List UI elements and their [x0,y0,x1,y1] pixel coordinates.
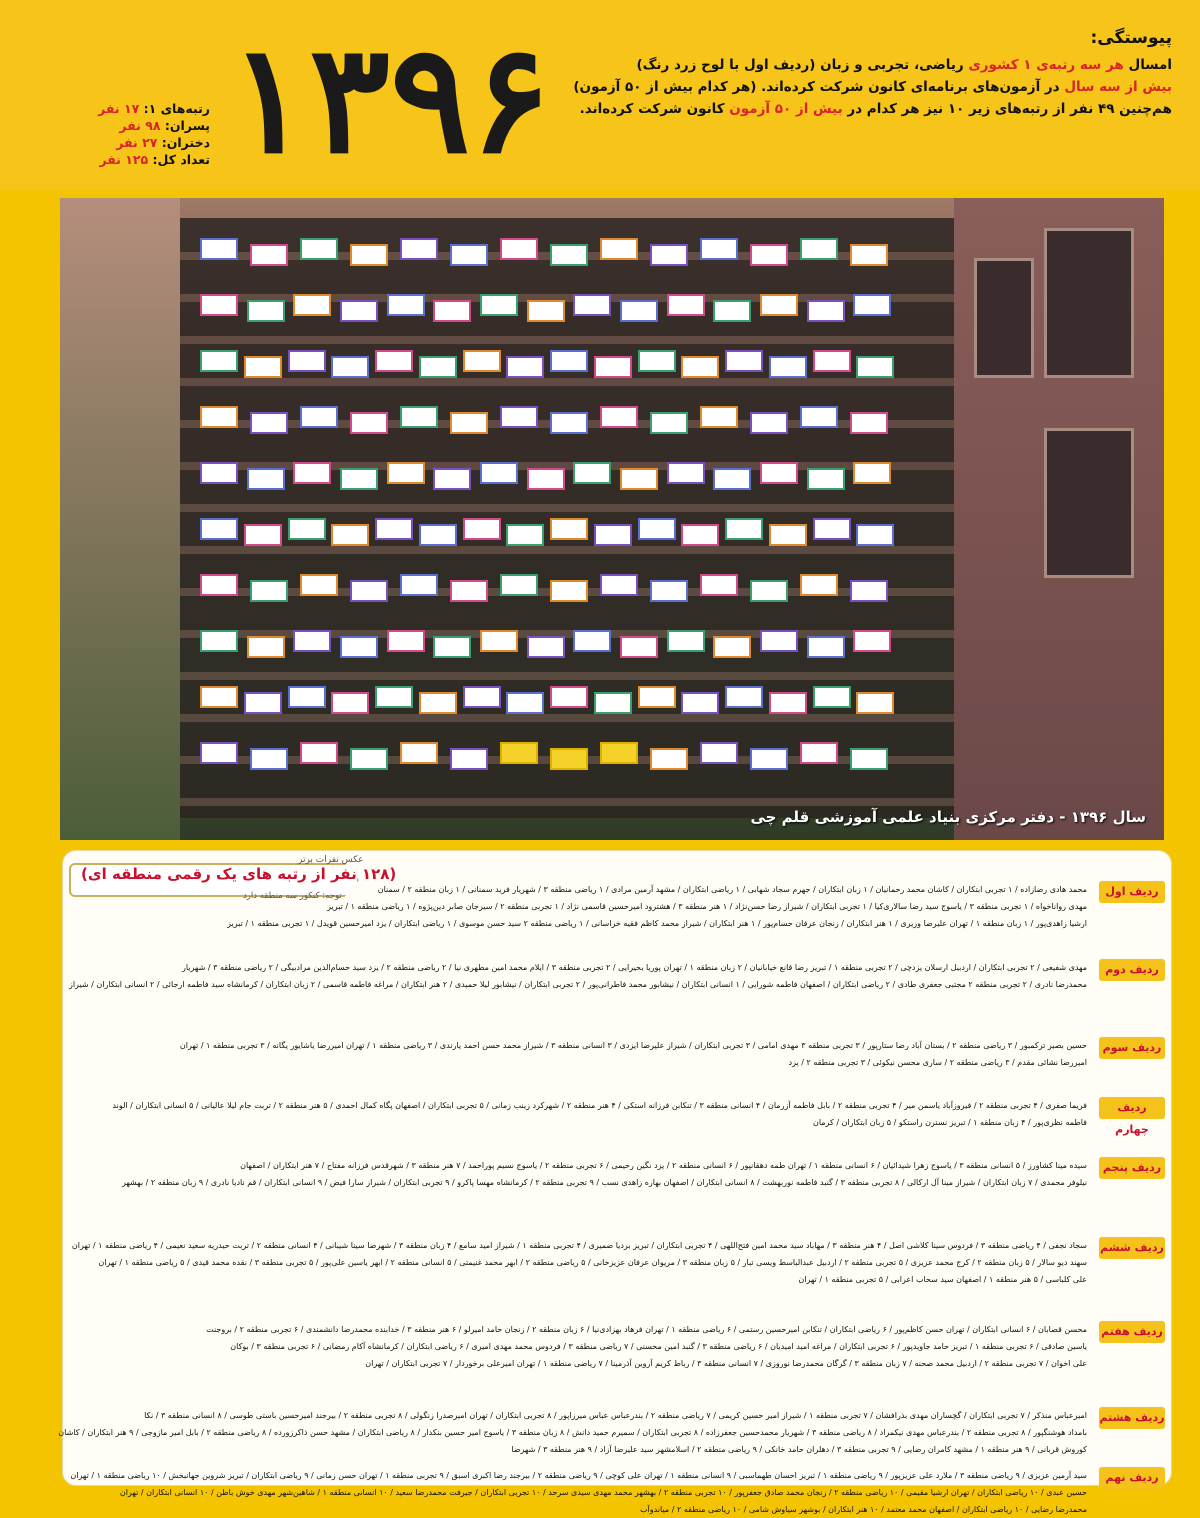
rank-board [550,686,588,708]
rank-entry-line: محمدرضا رضایی / ۱۰ ریاضی ابتکاران / اصفهان محمد معتمد / ۱۰ هنر ابتکاران / بوشهر سیاوش شامی / ۱۰ ریاضی منطقه ۲ / میاندوآب [640,1505,1087,1514]
rank-board [725,518,763,540]
rank-board [350,748,388,770]
rank-board [600,406,638,428]
rank-board [506,356,544,378]
badge-top-label: عکس نفرات برتر [298,855,364,865]
rank-board [594,692,632,714]
stat-label: پسران: [164,118,210,133]
rank-board [725,686,763,708]
rank-board [340,468,378,490]
rank-board [681,524,719,546]
badge-main-label: (۱۲۸ نفر از رتبه های یک رقمی منطقه ای) [81,865,397,883]
rank-entry-line: نیلوفر محمدی / ۷ زبان ابتکاران / شیراز مینا آل ارکالی / ۸ تجربی منطقه ۳ / گنبد فاطمه نوربهشت / ۸ انسانی ابتکاران / اصفهان بهاره زاهدی نسب / ۹ تجربی منطقه ۲ / کرمانشاه مهسا پاکرو / ۹ تجربی ابتکاران / شیراز سارا فیض / ۹ انسانی ابتکاران / قم نادیا نادری / ۹ زبان منطقه ۲ / بهشهر [121,1178,1087,1187]
rank-board [713,636,751,658]
line3-part-a: هم‌چنین ۴۹ نفر از رتبه‌های زیر ۱۰ نیز هر کدام در [842,101,1172,117]
continuity-title: پیوستگی: [1090,28,1172,48]
rank-entries [87,1157,1087,1191]
rank-board [300,238,338,260]
rank-board [387,462,425,484]
rank-entry-line: محسن قصابان / ۶ انسانی ابتکاران / تهران حسن کاظم‌پور / ۶ ریاضی ابتکاران / تنکابن امیرحسین رستمی / ۶ ریاضی منطقه ۱ / تهران فرهاد بهزادی‌نیا / ۶ زبان منطقه ۲ / زنجان حامد امیرلو / ۶ هنر منطقه ۳ / خدابنده محمدرضا دانشمندی / ۶ تجربی منطقه ۲ / بروجنت [206,1325,1087,1334]
rank-board [433,468,471,490]
rank-tag: ردیف پنجم [1099,1157,1165,1179]
rank-entry-line: بامداد هوشنگپور / ۸ تجربی منطقه ۲ / بندرعباس مهدی نیکمراد / ۸ ریاضی منطقه ۳ / شهریار محمدحسین جعفرزاده / ۸ تجربی ابتکاران / سمیرم حمید دانش / ۸ زبان منطقه ۳ / یاسوج امیر حسین بنکدار / ۸ ریاضی ابتکاران / مشهد حسن ذاکرزورده / ۸ ریاضی منطقه ۲ / بابل امیر مازوجی / ۹ هنر ابتکاران / کاشان [58,1428,1087,1437]
rank-entries [87,1097,1087,1131]
rank-board [433,636,471,658]
photo-building-left [60,198,180,840]
rank-board [850,748,888,770]
rank-board [550,518,588,540]
rank-board [620,636,658,658]
rank-board [713,300,751,322]
rank-board [400,574,438,596]
rank-board [463,350,501,372]
line3-part-b: بیش از ۵۰ آزمون [729,101,843,117]
rank-board [244,692,282,714]
rank-board [813,350,851,372]
rank-entry-line: امیرعباس منذکر / ۷ تجربی ابتکاران / گچساران مهدی بذرافشان / ۷ تجربی منطقه ۱ / شیراز امیر حسین کریمی / ۷ ریاضی منطقه ۲ / بندرعباس عباس میرزاپور / ۸ تجربی ابتکاران / تهران امیرصدرا زنگولی / ۸ تجربی منطقه ۲ / بیرجند امیرحسین باستی طوسی / ۸ انسانی منطقه ۳ / نکا [144,1411,1087,1420]
rank-board [850,580,888,602]
rank-board [573,294,611,316]
rank-board [350,580,388,602]
rank-board [573,462,611,484]
line1-part-c: ریاضی، تجربی و زبان (ردیف اول با لوح زرد رنگ) [636,57,969,73]
rank-board [340,300,378,322]
rank-board [480,630,518,652]
stat-label: دختران: [161,135,210,150]
rank-board [300,574,338,596]
rank-list-panel [58,850,1172,1514]
rank-board [620,468,658,490]
rank-board [250,580,288,602]
rank-board [853,462,891,484]
rank-board [638,350,676,372]
rank-board [750,412,788,434]
photo-window [1044,428,1134,578]
rank-entry-line: یاسین صادقی / ۶ تجربی منطقه ۱ / تبریز حامد جاویدپور / ۶ تجربی ابتکاران / مراغه امید امیدیان / ۶ ریاضی منطقه ۳ / گنبد امین محسنی / ۷ ریاضی منطقه ۳ / فردوس محمد مهدی امیری / ۶ ریاضی ابتکاران / کرمانشاه آکام رمضانی / ۶ تجربی منطقه ۳ / بوکان [230,1342,1087,1351]
rank-tag: ردیف نهم [1099,1467,1165,1489]
rank-board [813,518,851,540]
rank-board [400,406,438,428]
rank-board [853,294,891,316]
rank-entry-line: سید آرمین عزیزی / ۹ ریاضی منطقه ۳ / ملارد علی عزیزپور / ۹ ریاضی منطقه ۱ / تبریز احسان طهماسبی / ۹ انسانی منطقه ۱ / تهران علی کوچی / ۹ ریاضی منطقه ۲ / بیرجند رضا اکبری اسبق / ۹ تجربی منطقه ۱ / تهران حسن زمانی / ۹ ریاضی ابتکاران / تبریز شروین جهانبخش / ۱۰ ریاضی منطقه ۱ / تهران [70,1471,1087,1480]
rank-board [700,574,738,596]
rank-entries [71,1237,1087,1288]
rank-board [550,412,588,434]
rank-board [375,686,413,708]
rank-board [850,244,888,266]
rank-board [750,580,788,602]
rank-board [681,356,719,378]
rank-board [387,630,425,652]
rank-board [450,748,488,770]
line1-part-a: امسال [1123,57,1172,73]
rank-board [463,686,501,708]
rank-entries [58,1407,1087,1458]
rank-board [331,524,369,546]
rank-entry-line: سیده مینا کشاورز / ۵ انسانی منطقه ۳ / یاسوج زهرا شیدائیان / ۶ انسانی منطقه ۱ / تهران طمه دهقانپور / ۶ انسانی منطقه ۲ / یزد نگین رحیمی / ۶ تجربی منطقه ۲ / یاسوج نسیم پوراحمد / ۷ هنر منطقه ۳ / شهرقدس فرزانه مفتاح / ۷ هنر ابتکاران / اصفهان [240,1161,1087,1170]
rank-board [700,406,738,428]
rank-board [527,300,565,322]
rank-entries [68,959,1087,993]
rank-board [800,742,838,764]
rank-board [856,356,894,378]
rank-tag: ردیف ششم [1099,1237,1165,1259]
rank-board [527,636,565,658]
rank-board [650,580,688,602]
rank-entry-line: علی کلباسی / ۵ هنر منطقه ۱ / اصفهان سید سحاب اعرابی / ۵ تجربی منطقه ۱ / تهران [798,1275,1087,1284]
rank-board [650,748,688,770]
rank-board [506,692,544,714]
rank-board [288,350,326,372]
rank-board [419,524,457,546]
rank-tag: ردیف دوم [1099,959,1165,981]
rank-board [419,356,457,378]
rank-board [350,244,388,266]
rank-board [550,580,588,602]
rank-board [375,350,413,372]
rank-board [800,574,838,596]
rank-board [400,742,438,764]
rank-entry-line: سهند دیو سالار / ۵ زبان منطقه ۲ / کرج محمد عزیزی / ۵ تجربی منطقه ۲ / اردبیل عبدالباسط ویسی تبار / ۵ زبان منطقه ۳ / مریوان عرفان عزیزخانی / ۵ ریاضی منطقه ۲ / ابهر محمد غنیمتی / ۵ انسانی منطقه ۲ / ابهر یاسین علی‌پور / ۵ تجربی منطقه ۳ / نقده محمد قیدی / ۵ ریاضی منطقه ۱ / تهران [98,1258,1087,1267]
rank-board [856,692,894,714]
rank-board [600,238,638,260]
rank-entry-line: مهدی رواناخواه / ۱ تجربی منطقه ۳ / یاسوج سید رضا سالاری‌کیا / ۱ تجربی ابتکاران / شیراز رضا حسن‌نژاد / ۱ هنر منطقه ۳ / هشترود امیرحسین قاسمی نژاد / ۱ تجربی منطقه ۲ / سیرجان صابر دین‌پژوه / ۱ ریاضی منطقه ۱ / تبریز [327,902,1087,911]
rank-board [250,412,288,434]
rank-board [725,350,763,372]
rank-board [638,518,676,540]
rank-board [760,630,798,652]
rank-entry-line: کوروش قربانی / ۹ هنر منطقه ۱ / مشهد کامران رضایی / ۹ تجربی منطقه ۳ / دهلران حامد خانکی / ۹ ریاضی منطقه ۲ / اسلامشهر سید علیرضا آزاد / ۹ هنر منطقه ۳ / شهرضا [511,1445,1087,1454]
rank-entry-line: محمدرضا نادری / ۲ تجربی منطقه ۲ مجتبی جعفری طادی / ۲ ریاضی ابتکاران / اصفهان فاطمه شورابی / ۱ انسانی ابتکاران / نیشابور محمد فاطرانی‌پور / ۲ تجربی ابتکاران / نیشابور لیلا حمیدی / ۲ هنر ابتکاران / مراغه فاطمه قاسمی / ۲ زبان ابتکاران / کرمانشاه سید فاطمه ارجائی / ۲ انسانی ابتکاران / شیراز [68,980,1087,989]
stat-value: ۱۲۵ نفر [99,152,153,167]
stat-row [100,134,210,151]
rank-entry-line: علی اخوان / ۷ تجربی منطقه ۲ / اردبیل محمد صحنه / ۷ زبان منطقه ۳ / گرگان محمدرضا نوروزی / ۷ انسانی منطقه ۳ / رباط کریم آروین آذرمینا / ۷ ریاضی منطقه ۱ / تهران امیرعلی برخوردار / ۷ تجربی ابتکاران / تهران [365,1359,1087,1368]
rank-board [807,300,845,322]
rank-board [650,412,688,434]
rank-board [247,636,285,658]
rank-board [713,468,751,490]
rank-board [760,294,798,316]
rank-board [550,748,588,770]
rank-board [813,686,851,708]
rank-board [247,468,285,490]
rank-board [288,686,326,708]
rank-board [600,742,638,764]
rank-tag: ردیف هفتم [1099,1321,1165,1343]
rank-board [400,238,438,260]
rank-entry-line: حسین عبدی / ۱۰ ریاضی ابتکاران / تهران ارشیا مقیمی / ۱۰ ریاضی منطقه ۲ / زنجان محمد صادق جعفرپور / ۱۰ تجربی منطقه ۲ / بهشهر محمد مهدی سیدی سرحد / ۱۰ تجربی ابتکاران / جیرفت محمدرضا سعید / ۱۰ انسانی منطقه ۱ / شاهین‌شهر مهدی خوش باطن / ۱۰ انسانی ابتکاران / تهران [119,1488,1087,1497]
stats-summary [100,100,210,168]
stat-row [100,151,210,168]
rank-entry-line: مهدی شفیعی / ۲ تجربی ابتکاران / اردبیل ارسلان یزدچی / ۲ تجربی منطقه ۱ / تبریز رضا قانع خیابانیان / ۲ زبان منطقه ۱ / تهران پوریا بحیرایی / ۲ تجربی منطقه ۳ / ایلام محمد امین مطهری نیا / ۲ ریاضی منطقه ۲ / یزد سید حسام‌الدین مرادبیگی / ۲ ریاضی منطقه ۳ / شهریار [181,963,1087,972]
header-banner [0,0,1200,190]
rank-entry-line: امیررضا نشائی مقدم / ۳ ریاضی منطقه ۲ / ساری محسن نیکوئی / ۳ تجربی منطقه ۲ / یزد [788,1058,1087,1067]
continuity-line-1 [532,54,1172,76]
continuity-line-3 [532,98,1172,120]
stat-row [100,117,210,134]
rank-entry-line: حسین بصیر ترکمبور / ۳ ریاضی منطقه ۲ / بستان آباد رضا ستارپور / ۳ تجربی منطقه ۳ مهدی امامی / ۳ تجربی ابتکاران / شیراز علیرضا ایزدی / ۳ انسانی منطقه ۳ / شیراز محمد حسن احمد یارندی / ۳ ریاضی منطقه ۱ / تهران امیررضا یاشایور یگانه / ۳ تجربی منطقه ۱ / تهران [179,1041,1087,1050]
rank-board [293,630,331,652]
rank-board [760,462,798,484]
rank-board [506,524,544,546]
stat-label: رتبه‌های ۱: [143,101,210,116]
rank-tag: ردیف سوم [1099,1037,1165,1059]
rank-board [300,742,338,764]
rank-board [550,244,588,266]
photo-window [1044,228,1134,378]
rank-board [247,300,285,322]
continuity-text [532,28,1172,120]
rank-entry-line: ارشیا زاهدی‌پور / ۱ زبان منطقه ۱ / تهران علیرضا وزیری / ۱ هنر ابتکاران / زنجان عرفان حسام‌پور / ۱ هنر ابتکاران / شیراز محمد کاظم فقیه خراسانی / ۱ ریاضی منطقه ۲ سید حسن موسوی / ۱ ریاضی ابتکاران / یزد امیرحسین قویدل / ۱ تجربی منطقه ۱ / تبریز [227,919,1087,928]
rank-board [594,356,632,378]
rank-board [500,742,538,764]
rank-board [200,238,238,260]
rank-board [375,518,413,540]
rank-board [250,244,288,266]
rank-board [550,350,588,372]
rank-board [769,524,807,546]
rank-board [200,742,238,764]
rank-board [340,636,378,658]
rank-tag: ردیف چهارم [1099,1097,1165,1119]
stat-row [100,100,210,117]
rank-board [244,524,282,546]
rank-board [638,686,676,708]
rank-board [856,524,894,546]
rank-board [387,294,425,316]
rank-board [667,630,705,652]
stat-value: ۱۷ نفر [98,101,144,116]
stat-label: تعداد کل: [152,152,210,167]
continuity-line-2 [532,76,1172,98]
rank-entry-line: سجاد نجفی / ۴ ریاضی منطقه ۳ / فردوس سینا کلاشی اصل / ۴ هنر منطقه ۳ / مهاباد سید محمد امین فتح‌اللهی / ۴ تجربی ابتکاران / تبریز بردیا ضمیری / ۴ تجربی منطقه ۱ / شیراز امید سامع / ۴ زبان منطقه ۳ / شهرضا سینا شیبانی / ۴ انسانی منطقه ۲ / تربت حیدریه سعید نعیمی / ۴ ریاضی منطقه ۱ / تهران [71,1241,1087,1250]
rank-board [250,748,288,770]
photo-caption: سال ۱۳۹۶ - دفتر مرکزی بنیاد علمی آموزشی قلم چی [750,808,1146,826]
rank-board [800,238,838,260]
rank-board [800,406,838,428]
rank-board [293,294,331,316]
rank-board [244,356,282,378]
rank-board [750,748,788,770]
rank-board [288,518,326,540]
rank-board [331,692,369,714]
rank-board [450,580,488,602]
rank-board [480,294,518,316]
rank-board [450,412,488,434]
rank-board [200,462,238,484]
rank-board [480,462,518,484]
rank-board [500,406,538,428]
rank-board [620,300,658,322]
line2-part-b: در آزمون‌های برنامه‌ای کانون شرکت کرده‌اند. (هر کدام بیش از ۵۰ آزمون) [573,79,1065,95]
rank-entry-line: محمد هادی رضازاده / ۱ تجربی ابتکاران / کاشان محمد رحمانیان / ۱ زبان ابتکاران / جهرم سجاد شهابی / ۱ ریاضی ابتکاران / مشهد آرمین مرادی / ۱ ریاضی منطقه ۳ / شهریار فرید سمنانی / ۱ زبان منطقه ۲ / سمنان [377,885,1087,894]
rank-board [750,244,788,266]
rank-board [681,692,719,714]
rank-board [769,356,807,378]
rank-board [331,356,369,378]
rank-board [450,244,488,266]
rank-tag: ردیف اول [1099,881,1165,903]
rank-entry-line: فاطمه نظری‌پور / ۴ زبان منطقه ۱ / تبریز نسترن راستکو / ۵ زبان ابتکاران / کرمان [812,1118,1087,1127]
rank-entries [87,1321,1087,1372]
rank-board [463,518,501,540]
rank-board [600,574,638,596]
photo-building-right [954,198,1164,840]
rank-board [807,636,845,658]
rank-board [527,468,565,490]
stat-value: ۲۷ نفر [116,135,162,150]
photo-boards [180,238,984,818]
rank-board [200,574,238,596]
rank-entry-line: فریما صفری / ۴ تجربی منطقه ۲ / فیروزآباد یاسمن میر / ۴ تجربی منطقه ۲ / بابل فاطمه آزرمان / ۴ انسانی منطقه ۳ / تنکابن فرزانه استکی / ۴ هنر منطقه ۲ / شهرکرد زینب زمانی / ۵ تجربی ابتکاران / اصفهان پگاه کمال احمدی / ۵ هنر منطقه ۲ / تربت جام لیلا عالیانی / ۵ انسانی ابتکاران / الوند [112,1101,1087,1110]
rank-board [500,574,538,596]
badge-note: توجه: کنکور سه منطقه دارد [243,891,342,901]
rank-board [573,630,611,652]
rank-entries [87,1037,1087,1071]
line1-part-b: هر سه رتبه‌ی ۱ کشوری [968,57,1124,73]
stat-value: ۹۸ نفر [119,118,165,133]
rank-board [300,406,338,428]
line2-part-a: بیش از سه سال [1064,79,1172,95]
line3-part-c: کانون شرکت کرده‌اند. [579,101,730,117]
rank-board [667,462,705,484]
rank-board [700,238,738,260]
rank-board [200,630,238,652]
rank-board [769,692,807,714]
rank-board [293,462,331,484]
rank-board [350,412,388,434]
rank-board [200,686,238,708]
rank-entries [70,1467,1087,1518]
year-title: ۱۳۹۶ [228,11,552,187]
rank-board [850,412,888,434]
rank-board [200,518,238,540]
group-photo [60,198,1164,840]
rank-board [419,692,457,714]
rank-board [200,350,238,372]
rank-board [807,468,845,490]
rank-board [200,294,238,316]
rank-board [650,244,688,266]
rank-board [500,238,538,260]
rank-board [433,300,471,322]
rank-board [200,406,238,428]
rank-board [700,742,738,764]
rank-tag: ردیف هشتم [1099,1407,1165,1429]
rank-board [853,630,891,652]
rank-board [667,294,705,316]
rank-entries [87,881,1087,932]
rank-board [594,524,632,546]
